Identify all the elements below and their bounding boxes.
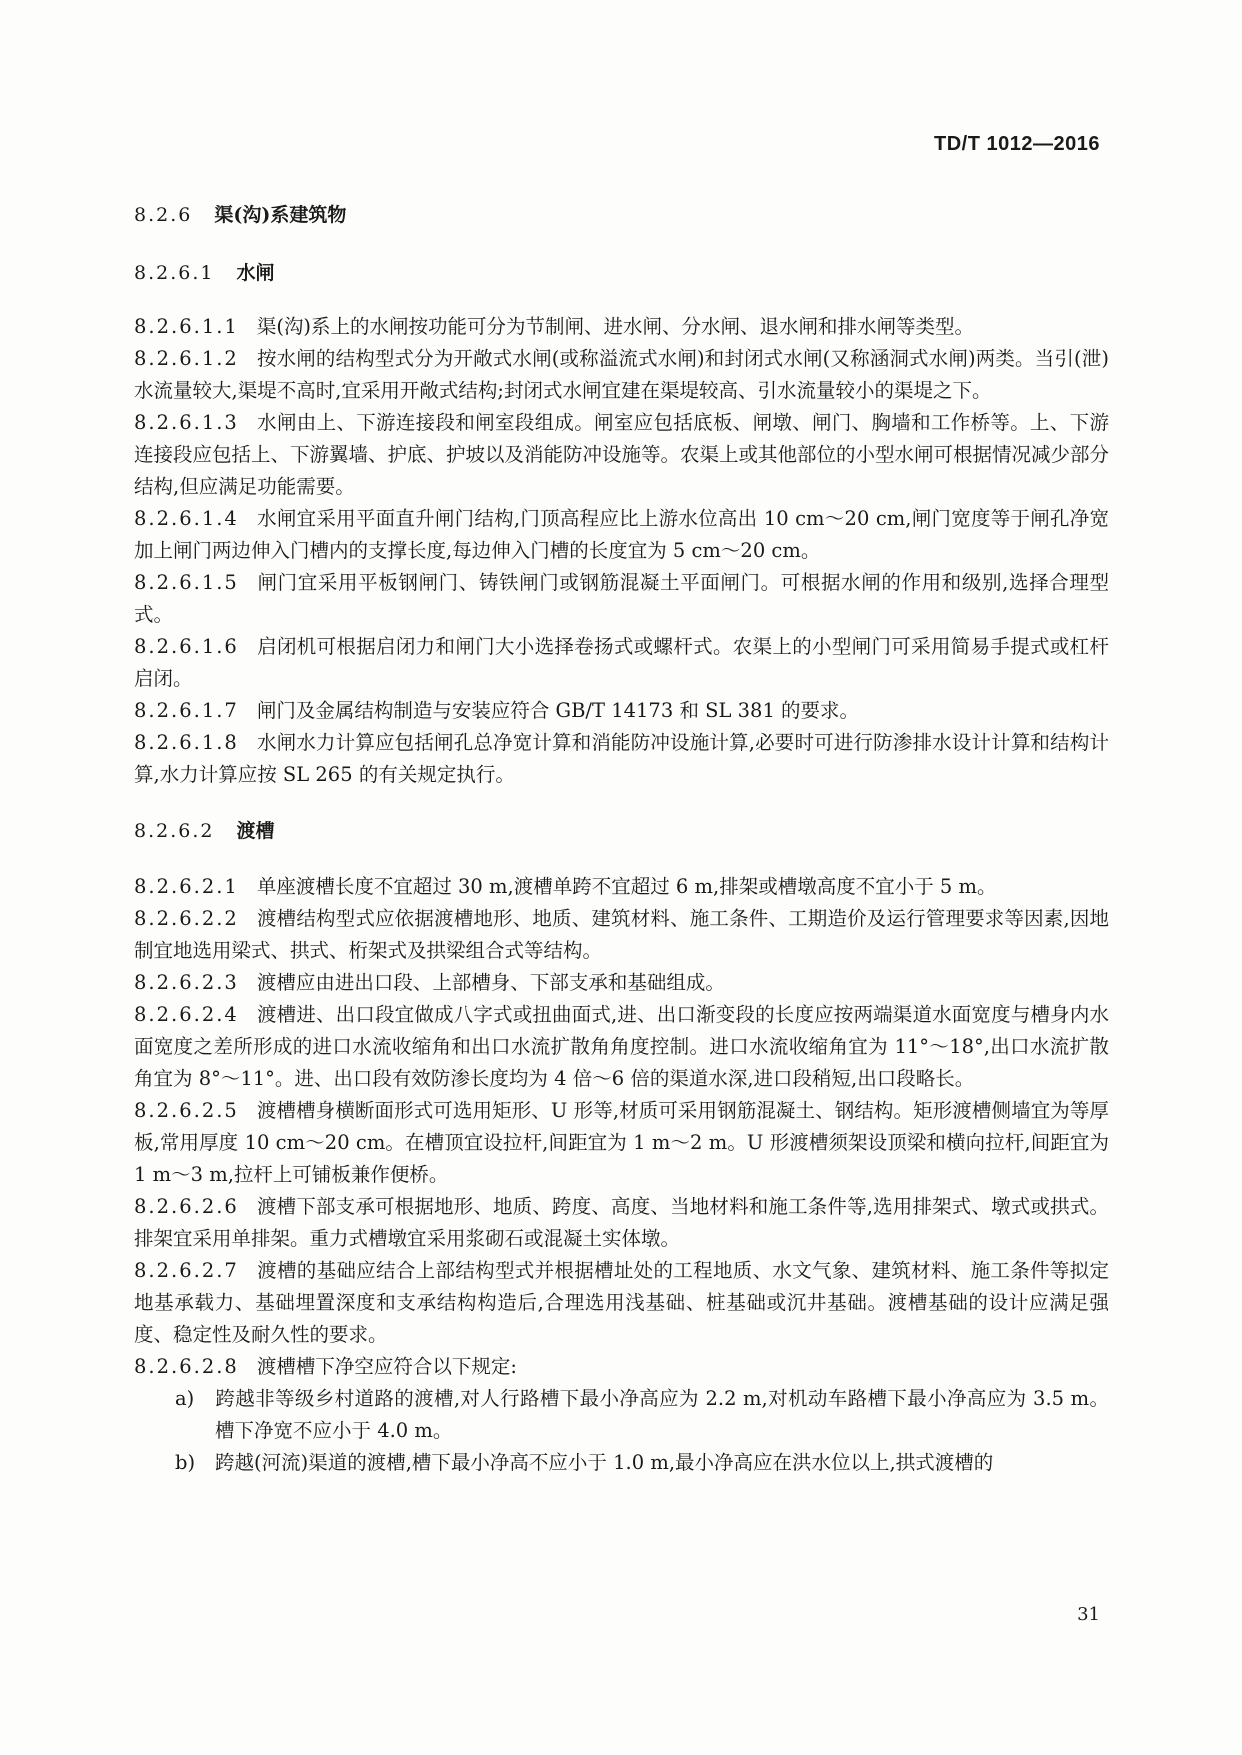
clause-paragraph [134,567,1109,631]
clause-text: 渡槽的基础应结合上部结构型式并根据槽址处的工程地质、水文气象、建筑材料、施工条件等拟定地基承载力、基础埋置深度和支承结构构造后,合理选用浅基础、桩基础或沉井基础。渡槽基础的设计应满足强度、稳定性及耐久性的要求。 [134,1259,1109,1346]
clause-number: 8.2.6.2.5 [134,1099,239,1122]
list-item-label: a) [175,1387,195,1410]
clause-number: 8.2.6.1.8 [134,731,239,754]
clause-number: 8.2.6.1.6 [134,635,239,658]
clause-text: 按水闸的结构型式分为开敞式水闸(或称溢流式水闸)和封闭式水闸(又称涵洞式水闸)两类。当引(泄)水流量较大,渠堤不高时,宜采用开敞式结构;封闭式水闸宜建在渠堤较高、引水流量较小的渠堤之下。 [134,347,1109,402]
clause-number: 8.2.6.1.4 [134,507,239,530]
clause-text: 单座渡槽长度不宜超过 30 m,渡槽单跨不宜超过 6 m,排架或槽墩高度不宜小于 5 m。 [256,875,997,898]
standard-code: TD/T 1012—2016 [934,133,1100,155]
clause-number: 8.2.6.2.7 [134,1259,239,1282]
clause-text: 水闸宜采用平面直升闸门结构,门顶高程应比上游水位高出 10 cm～20 cm,闸门宽度等于闸孔净宽加上闸门两边伸入门槽内的支撑长度,每边伸入门槽的长度宜为 5 cm～20 cm。 [134,507,1109,562]
list-item-text: 跨越非等级乡村道路的渡槽,对人行路槽下最小净高应为 2.2 m,对机动车路槽下最小净高应为 3.5 m。槽下净宽不应小于 4.0 m。 [215,1387,1109,1442]
clause-text: 渠(沟)系上的水闸按功能可分为节制闸、进水闸、分水闸、退水闸和排水闸等类型。 [256,315,975,338]
section-heading [134,200,1109,231]
clause-paragraph [134,727,1109,791]
clause-paragraph [134,343,1109,407]
subsection-heading [134,258,1109,289]
clause-number: 8.2.6.2.8 [134,1355,239,1378]
document-body [134,200,1109,1479]
clause-number: 8.2.6.2.4 [134,1003,239,1026]
clause-text: 渡槽槽下净空应符合以下规定: [256,1355,517,1378]
clause-paragraph [134,1351,1109,1383]
list-item-text: 跨越(河流)渠道的渡槽,槽下最小净高不应小于 1.0 m,最小净高应在洪水位以上,拱式渡槽的 [215,1451,994,1474]
clause-paragraph [134,1255,1109,1351]
clause-text: 渡槽下部支承可根据地形、地质、跨度、高度、当地材料和施工条件等,选用排架式、墩式或拱式。排架宜采用单排架。重力式槽墩宜采用浆砌石或混凝土实体墩。 [134,1195,1109,1250]
section-title: 渡槽 [236,820,275,842]
clause-paragraph [134,1095,1109,1191]
page-number: 31 [1077,1604,1100,1625]
clause-number: 8.2.6.1.7 [134,699,239,722]
clause-paragraph [134,967,1109,999]
list-item [134,1383,1109,1447]
clause-number: 8.2.6.2.1 [134,875,239,898]
clause-paragraph [134,871,1109,903]
clause-paragraph [134,999,1109,1095]
clause-text: 渡槽结构型式应依据渡槽地形、地质、建筑材料、施工条件、工期造价及运行管理要求等因素,因地制宜地选用梁式、拱式、桁架式及拱梁组合式等结构。 [134,907,1109,962]
section-number: 8.2.6.1 [134,262,215,284]
section-title: 渠(沟)系建筑物 [214,204,347,226]
clause-paragraph [134,1191,1109,1255]
subsection-heading [134,816,1109,847]
clause-number: 8.2.6.2.2 [134,907,239,930]
list-item-label: b) [175,1451,196,1474]
clause-paragraph [134,631,1109,695]
section-title: 水闸 [236,262,275,284]
clause-text: 渡槽槽身横断面形式可选用矩形、U 形等,材质可采用钢筋混凝土、钢结构。矩形渡槽侧墙宜为等厚板,常用厚度 10 cm～20 cm。在槽顶宜设拉杆,间距宜为 1 m～2 m。U 形渡槽须架设顶梁和横向拉杆,间距宜为 1 m～3 m,拉杆上可铺板兼作便桥。 [134,1099,1109,1186]
clause-number: 8.2.6.2.3 [134,971,239,994]
clause-number: 8.2.6.1.1 [134,315,239,338]
clause-number: 8.2.6.1.2 [134,347,239,370]
clause-text: 闸门宜采用平板钢闸门、铸铁闸门或钢筋混凝土平面闸门。可根据水闸的作用和级别,选择合理型式。 [134,571,1109,626]
clause-paragraph [134,407,1109,503]
clause-number: 8.2.6.2.6 [134,1195,239,1218]
list-item [134,1447,1109,1479]
clause-text: 渡槽进、出口段宜做成八字式或扭曲面式,进、出口渐变段的长度应按两端渠道水面宽度与槽身内水面宽度之差所形成的进口水流收缩角和出口水流扩散角角度控制。进口水流收缩角宜为 11°～18°,出口水流扩散角宜为 8°～11°。进、出口段有效防渗长度均为 4 倍～6 倍的渠道水深,进口段稍短,出口段略长。 [134,1003,1109,1090]
clause-text: 水闸由上、下游连接段和闸室段组成。闸室应包括底板、闸墩、闸门、胸墙和工作桥等。上、下游连接段应包括上、下游翼墙、护底、护坡以及消能防冲设施等。农渠上或其他部位的小型水闸可根据情况减少部分结构,但应满足功能需要。 [134,411,1110,498]
clause-text: 渡槽应由进出口段、上部槽身、下部支承和基础组成。 [256,971,725,994]
section-number: 8.2.6 [134,204,193,226]
clause-paragraph [134,903,1109,967]
clause-text: 水闸水力计算应包括闸孔总净宽计算和消能防冲设施计算,必要时可进行防渗排水设计计算和结构计算,水力计算应按 SL 265 的有关规定执行。 [134,731,1109,786]
clause-number: 8.2.6.1.3 [134,411,239,434]
clause-text: 启闭机可根据启闭力和闸门大小选择卷扬式或螺杆式。农渠上的小型闸门可采用简易手提式或杠杆启闭。 [134,635,1109,690]
clause-text: 闸门及金属结构制造与安装应符合 GB/T 14173 和 SL 381 的要求。 [256,699,860,722]
clause-paragraph [134,311,1109,343]
clause-paragraph [134,695,1109,727]
clause-paragraph [134,503,1109,567]
section-number: 8.2.6.2 [134,820,215,842]
clause-number: 8.2.6.1.5 [134,571,239,594]
